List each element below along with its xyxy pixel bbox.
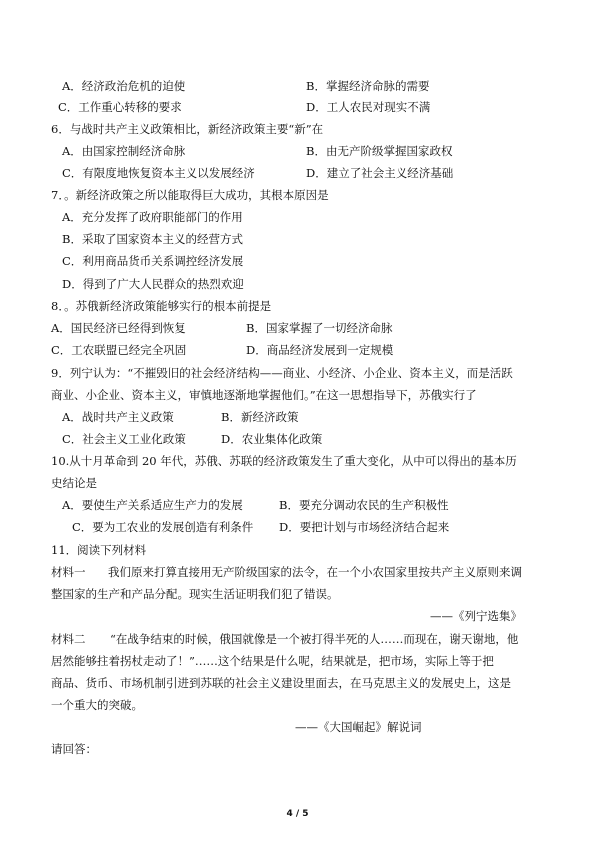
q10-stem-line1: 10.从十月革命到 20 年代，苏俄、苏联的经济政策发生了重大变化，从中可以得出的基本历	[51, 454, 517, 468]
material-2-line4: 一个重大的突破。	[51, 698, 143, 712]
page-number: 4 / 5	[286, 809, 309, 819]
material-2-line3: 商品、货币、市场机制引进到苏联的社会主义建设里面去，在马克思主义的发展史上，这是	[51, 676, 511, 690]
q11-stem: 11．阅读下列材料	[51, 543, 147, 557]
q10-option-b: B．要充分调动农民的生产积极性	[279, 498, 449, 512]
q5-option-b: B．掌握经济命脉的需要	[306, 79, 430, 93]
material-2-source: ——《大国崛起》解说词	[295, 720, 422, 734]
q7-option-a: A．充分发挥了政府职能部门的作用	[62, 210, 243, 224]
q6-option-b: B．由无产阶级掌握国家政权	[306, 144, 453, 158]
q8-option-a: A．国民经济已经得到恢复	[51, 321, 186, 335]
material-1-source: ——《列宁选集》	[430, 609, 522, 623]
q10-option-a: A．要使生产关系适应生产力的发展	[62, 498, 243, 512]
q5-option-c: C．工作重心转移的要求	[58, 100, 182, 114]
q7-option-b: B．采取了国家资本主义的经营方式	[62, 232, 243, 246]
q5-option-a: A．经济政治危机的迫使	[62, 79, 186, 93]
q7-option-c: C．利用商品货币关系调控经济发展	[62, 254, 244, 268]
q6-option-c: C．有限度地恢复资本主义以发展经济	[62, 166, 255, 180]
q8-option-d: D．商品经济发展到一定规模	[246, 343, 394, 357]
answer-prompt: 请回答：	[51, 742, 97, 756]
q9-option-c: C．社会主义工业化政策	[62, 432, 186, 446]
q10-option-c: C．要为工农业的发展创造有利条件	[72, 520, 254, 534]
q9-option-a: A．战时共产主义政策	[62, 410, 174, 424]
q5-option-d: D．工人农民对现实不满	[306, 100, 431, 114]
q9-option-d: D．农业集体化政策	[221, 432, 323, 446]
q10-stem-line2: 史结论是	[51, 476, 97, 490]
q8-stem: 8．。苏俄新经济政策能够实行的根本前提是	[51, 299, 272, 313]
q7-option-d: D．得到了广大人民群众的热烈欢迎	[62, 277, 244, 291]
q8-option-c: C．工农联盟已经完全巩固	[51, 343, 187, 357]
q9-stem-line2: 商业、小企业、资本主义，审慎地逐渐地掌握他们。”在这一思想指导下，苏俄实行了	[51, 388, 477, 402]
material-1-line1: 我们原来打算直接用无产阶级国家的法令，在一个小农国家里按共产主义原则来调	[108, 565, 522, 579]
material-2-label: 材料二	[51, 632, 86, 646]
material-2-line2: 居然能够拄着拐杖走动了！”……这个结果是什么呢，结果就是，把市场，实际上等于把	[51, 654, 494, 668]
q8-option-b: B．国家掌握了一切经济命脉	[246, 321, 393, 335]
material-2-line1: “在战争结束的时候，俄国就像是一个被打得半死的人……而现在，谢天谢地，他	[110, 632, 519, 646]
q9-stem-line1: 9．列宁认为：“不摧毁旧的社会经济结构——商业、小经济、小企业、资本主义，而是活跃	[51, 366, 513, 380]
material-1-label: 材料一	[51, 565, 86, 579]
q9-option-b: B．新经济政策	[221, 410, 299, 424]
q6-option-d: D．建立了社会主义经济基础	[306, 166, 454, 180]
q6-stem: 6．与战时共产主义政策相比，新经济政策主要“新”在	[51, 122, 324, 136]
material-1-line2: 整国家的生产和产品分配。现实生活证明我们犯了错误。	[51, 587, 339, 601]
q6-option-a: A．由国家控制经济命脉	[62, 144, 186, 158]
q7-stem: 7．。新经济政策之所以能取得巨大成功，其根本原因是	[51, 188, 329, 202]
q10-option-d: D．要把计划与市场经济结合起来	[279, 520, 450, 534]
